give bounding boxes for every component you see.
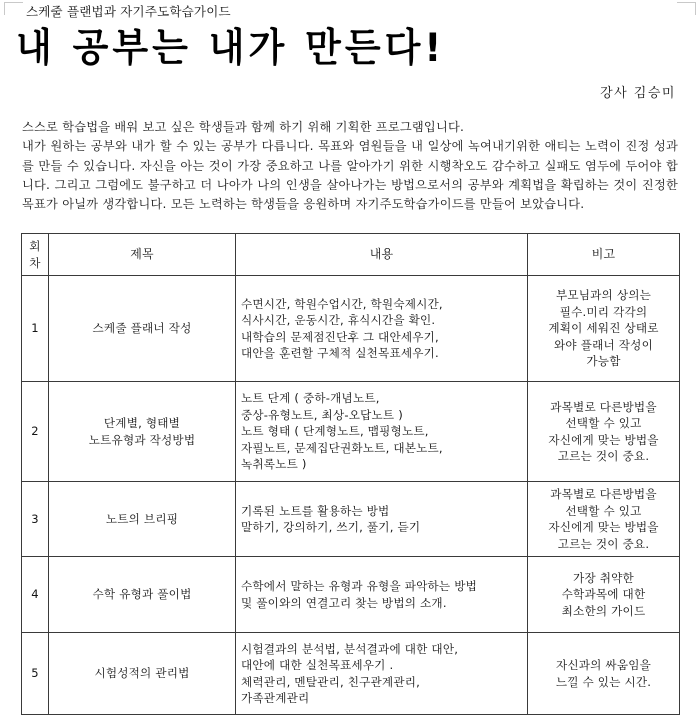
cell-title: 시험성적의 관리법 — [49, 633, 236, 715]
cell-note: 가장 취약한 수학과목에 대한 최소한의 가이드 — [528, 557, 680, 633]
cell-note: 부모님과의 상의는 필수.미리 각각의 계획이 세워진 상태로 와야 플래너 작성이 가능함 — [528, 276, 680, 382]
intro-paragraphs — [22, 118, 678, 214]
table-body — [22, 276, 680, 715]
cell-title: 스케줄 플래너 작성 — [49, 276, 236, 382]
cell-session-number: 1 — [22, 276, 49, 382]
cell-note: 과목별로 다른방법을 선택할 수 있고 자신에게 맞는 방법을 고르는 것이 중요. — [528, 382, 680, 482]
curriculum-table — [21, 233, 680, 715]
table-row — [22, 557, 680, 633]
table-row — [22, 633, 680, 715]
cell-session-number: 2 — [22, 382, 49, 482]
crop-mark-top-right-icon — [677, 2, 696, 15]
table-row — [22, 382, 680, 482]
crop-mark-top-left-icon — [4, 2, 23, 15]
cell-session-number: 3 — [22, 482, 49, 557]
cell-content: 기록된 노트를 활용하는 방법 말하기, 강의하기, 쓰기, 풀기, 듣기 — [236, 482, 528, 557]
column-header-content: 내용 — [236, 234, 528, 276]
cell-content: 노트 단계 ( 중하-개념노트, 중상-유형노트, 최상-오답노트 ) 노트 형태 ( 단계형노트, 맵핑형노트, 자필노트, 문제집단권화노트, 대본노트, 녹취록노트 ) — [236, 382, 528, 482]
cell-note: 과목별로 다른방법을 선택할 수 있고 자신에게 맞는 방법을 고르는 것이 중요. — [528, 482, 680, 557]
table-row — [22, 276, 680, 382]
intro-lead-line: 스스로 학습법을 배워 보고 싶은 학생들과 함께 하기 위해 기획한 프로그램입니다. — [22, 120, 465, 134]
column-header-session-line1: 회 — [29, 239, 41, 253]
column-header-note: 비고 — [528, 234, 680, 276]
table-header-row — [22, 234, 680, 276]
cell-content: 시험결과의 분석법, 분석결과에 대한 대안, 대안에 대한 실천목표세우기 . 체력관리, 멘탈관리, 친구관계관리, 가족관계관리 — [236, 633, 528, 715]
cell-title: 노트의 브리핑 — [49, 482, 236, 557]
document-header-line: 스케줄 플랜법과 자기주도학습가이드 — [26, 4, 231, 19]
cell-note: 자신과의 싸움임을 느낄 수 있는 시간. — [528, 633, 680, 715]
cell-content: 수학에서 말하는 유형과 유형을 파악하는 방법 및 풀이와의 연결고리 찾는 방법의 소개. — [236, 557, 528, 633]
cell-content: 수면시간, 학원수업시간, 학원숙제시간, 식사시간, 운동시간, 휴식시간을 확인. 내학습의 문제점진단후 그 대안세우기, 대안을 훈련할 구체적 실천목표세우기. — [236, 276, 528, 382]
column-header-session-line2: 차 — [29, 255, 41, 270]
cell-session-number: 4 — [22, 557, 49, 633]
table-row — [22, 482, 680, 557]
column-header-title: 제목 — [49, 234, 236, 276]
cell-title: 단계별, 형태별 노트유형과 작성방법 — [49, 382, 236, 482]
cell-session-number: 5 — [22, 633, 49, 715]
page-title: 내 공부는 내가 만든다! — [16, 24, 446, 71]
intro-body-text: 내가 원하는 공부와 내가 할 수 있는 공부가 다릅니다. 목표와 염원들을 내 일상에 녹여내기위한 애티는 노력이 진정 성과를 만들 수 있습니다. 자신을 아는 것이 가장 중요하고 나를 알아가기 위한 시행착오도 감수하고 실패도 염두에 두어야 합니다. 그리고 그럼에도 불구하고 더 나아가 나의 인생을 살아나가는 방법으로서의 공부와 계획법을 확립하는 것이 진정한 목표가 아닐까 생각합니다. 모든 노력하는 학생들을 응원하며 자기주도학습가이드를 만들어 보았습니다. — [22, 139, 678, 212]
cell-title: 수학 유형과 풀이법 — [49, 557, 236, 633]
instructor-byline: 강사 김승미 — [600, 86, 676, 101]
column-header-session — [22, 234, 49, 276]
